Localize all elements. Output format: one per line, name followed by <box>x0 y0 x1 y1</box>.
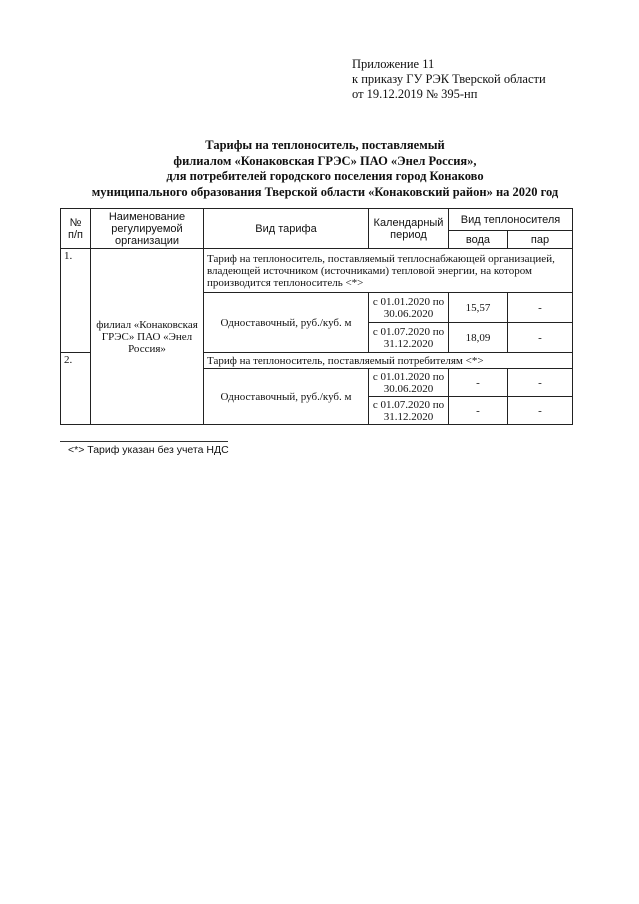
header-num: № п/п <box>61 209 91 249</box>
water-value: - <box>449 397 508 425</box>
title-line-1: Тарифы на теплоноситель, поставляемый <box>205 138 445 152</box>
header-steam: пар <box>508 231 573 249</box>
footnote-divider <box>60 441 228 442</box>
section-2-heading: Тариф на теплоноситель, поставляемый потребителям <*> <box>204 353 573 369</box>
period-cell: с 01.07.2020 по 31.12.2020 <box>369 323 449 353</box>
section-1-heading: Тариф на теплоноситель, поставляемый теплоснабжающей организацией, владеющей источником (источниками) тепловой энергии, на котором производится теплоноситель <*> <box>204 249 573 293</box>
period-cell: с 01.01.2020 по 30.06.2020 <box>369 369 449 397</box>
period-cell: с 01.01.2020 по 30.06.2020 <box>369 293 449 323</box>
header-carrier: Вид теплоносителя <box>449 209 573 231</box>
title-line-3: для потребителей городского поселения город Конаково <box>166 169 484 183</box>
water-value: 15,57 <box>449 293 508 323</box>
steam-value: - <box>508 397 573 425</box>
order-date-line: от 19.12.2019 № 395-нп <box>352 87 478 101</box>
title-line-4: муниципального образования Тверской области «Конаковский район» на 2020 год <box>91 184 559 199</box>
header-row <box>61 209 573 231</box>
steam-value: - <box>508 369 573 397</box>
water-value: - <box>449 369 508 397</box>
org-name-cell: филиал «Конаковская ГРЭС» ПАО «Энел Россия» <box>91 249 204 425</box>
appendix-line: Приложение 11 <box>352 57 435 71</box>
document-title <box>60 138 590 200</box>
tariff-table <box>60 208 573 425</box>
header-water: вода <box>449 231 508 249</box>
header-tariff-type: Вид тарифа <box>204 209 369 249</box>
water-value: 18,09 <box>449 323 508 353</box>
period-cell: с 01.07.2020 по 31.12.2020 <box>369 397 449 425</box>
order-line: к приказу ГУ РЭК Тверской области <box>352 72 546 86</box>
appendix-header <box>352 57 546 102</box>
row-num-1: 1. <box>61 249 91 353</box>
footnote: <*> Тариф указан без учета НДС <box>68 444 229 456</box>
header-org: Наименование регулируемой организации <box>91 209 204 249</box>
title-line-2: филиалом «Конаковская ГРЭС» ПАО «Энел Россия», <box>173 153 477 168</box>
tariff-type-1: Одноставочный, руб./куб. м <box>204 293 369 353</box>
tariff-type-2: Одноставочный, руб./куб. м <box>204 369 369 425</box>
section-1-heading-row <box>61 249 573 293</box>
header-period: Календарный период <box>369 209 449 249</box>
steam-value: - <box>508 323 573 353</box>
row-num-2: 2. <box>61 353 91 425</box>
steam-value: - <box>508 293 573 323</box>
